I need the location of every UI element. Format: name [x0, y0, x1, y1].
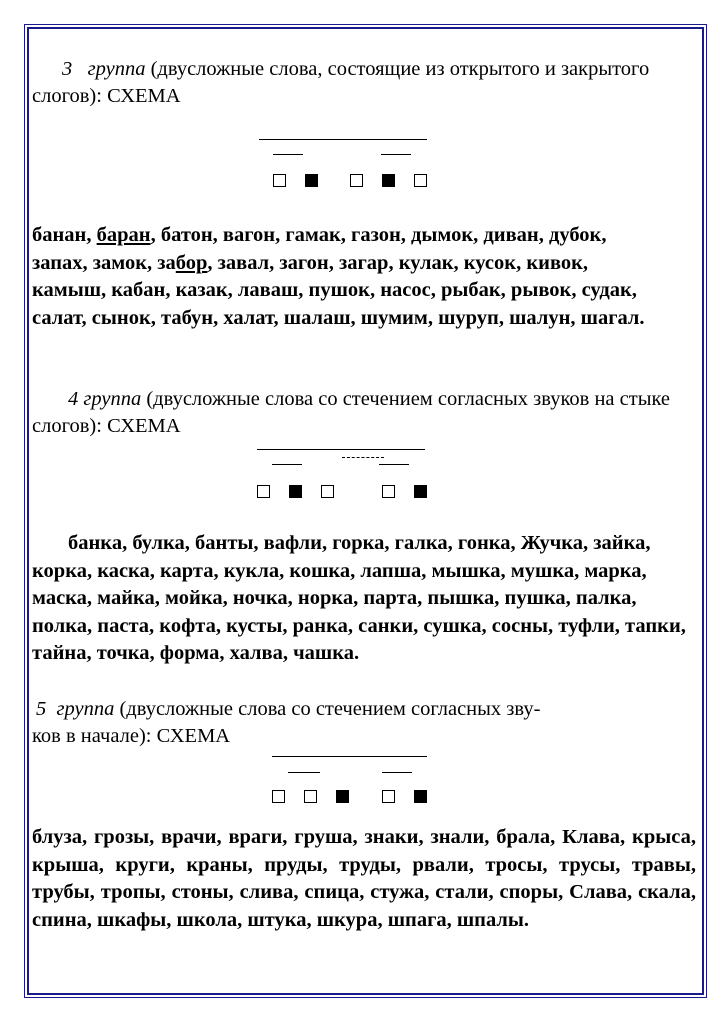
consonant-cluster-dash	[342, 457, 384, 458]
group4-number: 4	[68, 388, 79, 410]
word-line	[257, 449, 425, 450]
consonant-square-icon	[305, 174, 318, 187]
group5-description-line1: (двусложные слова со стечением согласных зву-	[119, 698, 541, 720]
word-line	[272, 756, 427, 757]
group4-group-word: группа	[83, 388, 142, 410]
group4-scheme	[32, 445, 693, 535]
vowel-square-icon	[350, 174, 363, 187]
vowel-square-icon	[304, 790, 317, 803]
group3-number: 3	[62, 58, 73, 80]
syllable-line	[273, 154, 303, 155]
group5-group-word: группа	[56, 698, 115, 720]
consonant-square-icon	[336, 790, 349, 803]
consonant-square-icon	[414, 790, 427, 803]
consonant-square-icon	[289, 485, 302, 498]
vowel-square-icon	[414, 174, 427, 187]
group4-description: (двусложные слова со стечением согласных звуков на стыке слогов):	[32, 388, 671, 437]
document-page	[32, 30, 696, 992]
group3-description: (двусложные слова, состоящие из открытого и закрытого слогов):	[32, 58, 650, 107]
syllable-line	[288, 772, 320, 773]
syllable-line	[379, 464, 409, 465]
consonant-square-icon	[382, 174, 395, 187]
group5-heading-line2	[32, 723, 692, 750]
syllable-line	[381, 154, 411, 155]
group3-scheme-label: СХЕМА	[107, 85, 181, 107]
underlined-word: баран	[96, 224, 151, 246]
group3-words-part: , завал, загон, загар, кулак, кусок, кивок, камыш, кабан, казак, лаваш, пушок, насос, рыбак, рывок, судак, салат, сынок, табун, халат, шалаш, шумим, шуруп, шалун, шагал.	[32, 251, 645, 329]
vowel-square-icon	[272, 790, 285, 803]
underlined-syllable: бор	[175, 251, 208, 274]
vowel-square-icon	[321, 485, 334, 498]
group3-scheme	[32, 135, 693, 225]
syllable-line	[272, 464, 302, 465]
group5-words: блуза, грозы, врачи, враги, груша, знаки, знали, брала, Клава, крыса, крыша, круги, краны, пруды, труды, рвали, тросы, трусы, травы, трубы, тропы, стоны, слива, спица, стужа, стали, споры, Слава, скала, спина, шкафы, школа, штука, шкура, шпага, шпалы.	[32, 826, 696, 931]
consonant-square-icon	[414, 485, 427, 498]
group5-scheme-label: СХЕМА	[156, 725, 231, 747]
group4-heading	[32, 386, 692, 440]
group3-words-part: , батон, вагон, гамак, газон, дымок, диван, дубок, запах, замок, за	[32, 224, 607, 274]
vowel-square-icon	[382, 485, 395, 498]
vowel-square-icon	[257, 485, 270, 498]
group4-words: банка, булка, банты, вафли, горка, галка, гонка, Жучка, зайка, корка, каска, карта, кукла, кошка, лапша, мышка, мушка, марка, маска, майка, мойка, ночка, норка, парта, пышка, пушка, палка, полка, паста, кофта, кусты, ранка, санки, сушка, сосны, туфли, тапки, тайна, точка, форма, халва, чашка.	[32, 532, 686, 664]
group3-words-part: банан,	[32, 224, 97, 246]
word-line	[259, 139, 427, 140]
vowel-square-icon	[382, 790, 395, 803]
syllable-line	[382, 772, 412, 773]
vowel-square-icon	[273, 174, 286, 187]
group3-group-word: группа	[87, 58, 146, 80]
group3-heading	[32, 56, 657, 110]
group5-number: 5	[36, 698, 47, 720]
group5-description-line2: ков в начале):	[32, 725, 152, 747]
group3-words	[32, 222, 662, 332]
group4-scheme-label: СХЕМА	[107, 415, 181, 437]
group5-heading	[32, 696, 696, 723]
